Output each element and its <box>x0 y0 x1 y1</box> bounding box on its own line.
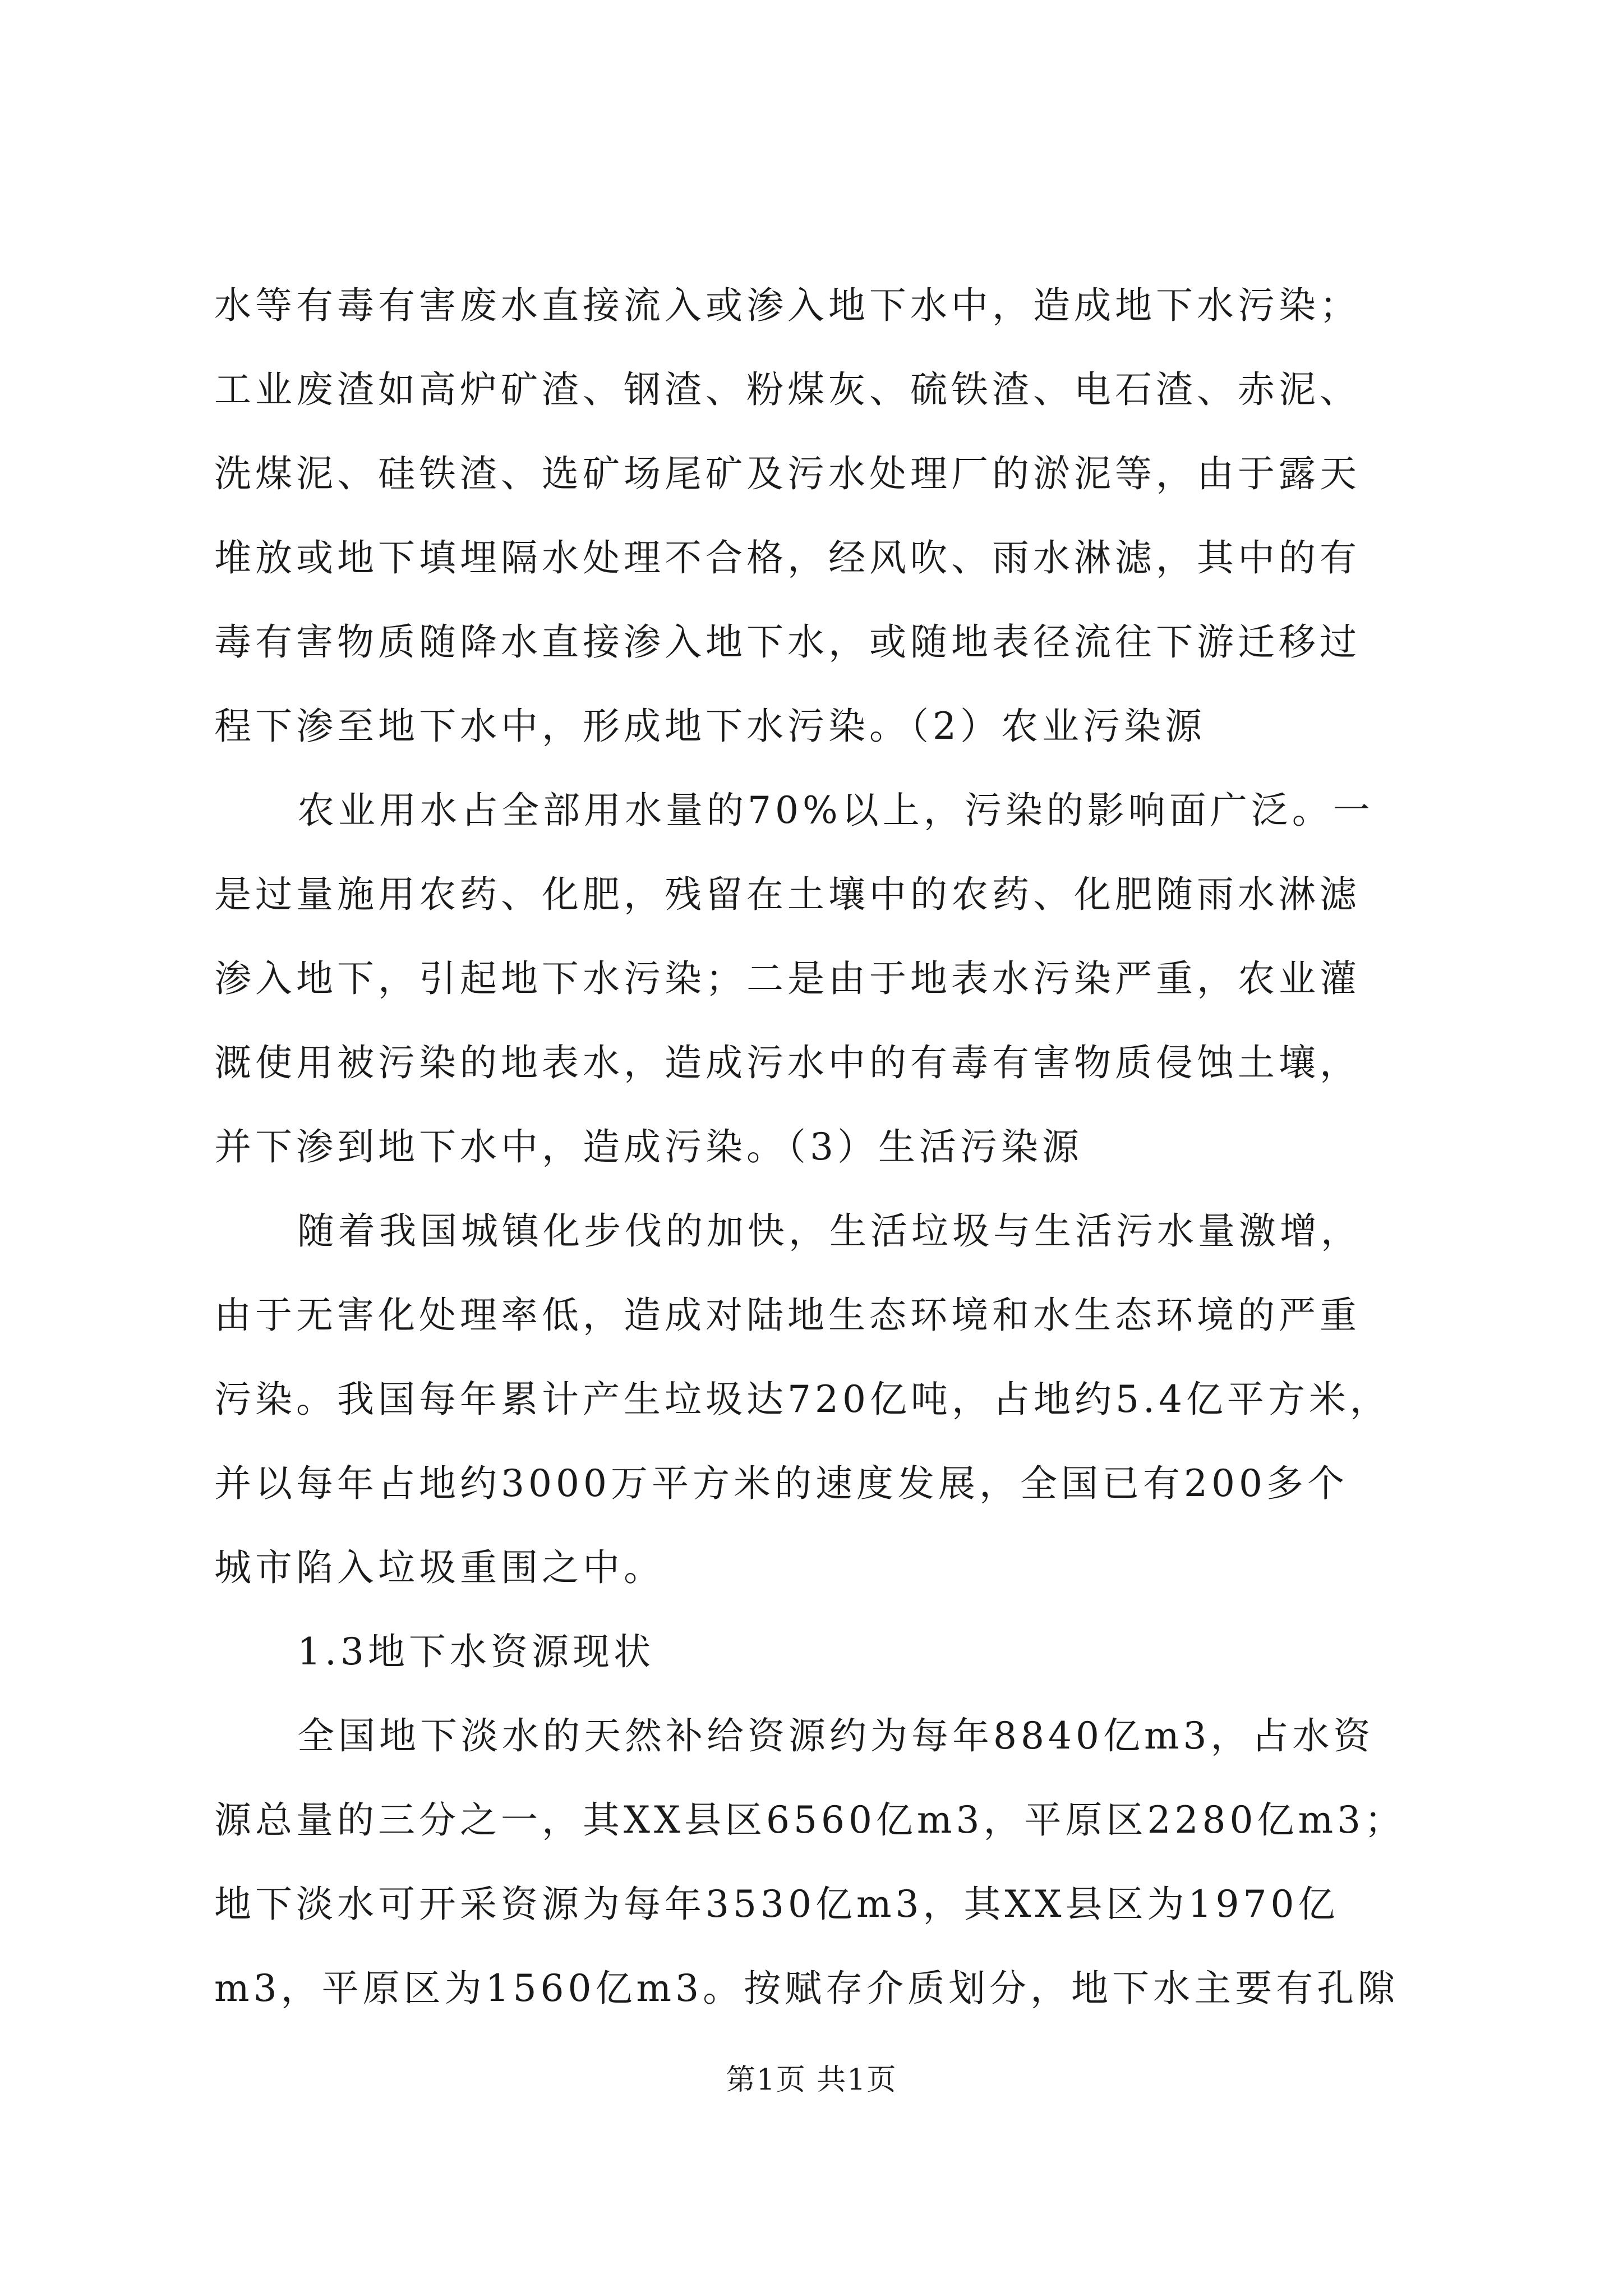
page-footer <box>0 2056 1623 2098</box>
section-heading <box>214 1610 1420 1694</box>
section-heading-text: 1.3地下水资源现状 <box>297 1630 654 1673</box>
text-line: 溉使用被污染的地表水，造成污水中的有毒有害物质侵蚀土壤， <box>214 1041 1361 1084</box>
text-line: 全国地下淡水的天然补给资源约为每年8840亿m3，占水资 <box>297 1714 1375 1757</box>
document-body <box>214 264 1420 2031</box>
paragraph-domestic-pollution <box>214 1189 1420 1610</box>
text-line: 污染。我国每年累计产生垃圾达720亿吨，占地约5.4亿平方米， <box>214 1378 1391 1421</box>
text-line: 洗煤泥、硅铁渣、选矿场尾矿及污水处理厂的淤泥等，由于露天 <box>214 452 1361 495</box>
paragraph-agricultural-pollution <box>214 769 1420 1189</box>
text-line: 是过量施用农药、化肥，残留在土壤中的农药、化肥随雨水淋滤 <box>214 873 1361 916</box>
text-line: 并以每年占地约3000万平方米的速度发展，全国已有200多个 <box>214 1462 1348 1505</box>
text-line: 程下渗至地下水中，形成地下水污染。（2）农业污染源 <box>214 705 1206 748</box>
text-line: 渗入地下，引起地下水污染；二是由于地表水污染严重，农业灌 <box>214 957 1361 1000</box>
text-line: 毒有害物质随降水直接渗入地下水，或随地表径流往下游迁移过 <box>214 620 1361 664</box>
text-line: 农业用水占全部用水量的70%以上，污染的影响面广泛。一 <box>297 789 1374 832</box>
paragraph-industrial-pollution <box>214 264 1420 769</box>
text-line: 工业废渣如高炉矿渣、钢渣、粉煤灰、硫铁渣、电石渣、赤泥、 <box>214 368 1361 411</box>
text-line: 并下渗到地下水中，造成污染。（3）生活污染源 <box>214 1125 1083 1168</box>
text-line: 堆放或地下填埋隔水处理不合格，经风吹、雨水淋滤，其中的有 <box>214 536 1361 579</box>
text-line: m3，平原区为1560亿m3。按赋存介质划分，地下水主要有孔隙 <box>214 1967 1399 2010</box>
text-line: 水等有毒有害废水直接流入或渗入地下水中，造成地下水污染； <box>214 284 1361 327</box>
text-line: 由于无害化处理率低，造成对陆地生态环境和水生态环境的严重 <box>214 1294 1361 1337</box>
text-line: 城市陷入垃圾重围之中。 <box>214 1546 665 1589</box>
text-line: 源总量的三分之一，其XX县区6560亿m3，平原区2280亿m3； <box>214 1798 1406 1842</box>
text-line: 地下淡水可开采资源为每年3530亿m3，其XX县区为1970亿 <box>214 1883 1339 1926</box>
paragraph-groundwater-resources <box>214 1694 1420 2031</box>
text-line: 随着我国城镇化步伐的加快，生活垃圾与生活污水量激增， <box>297 1209 1362 1253</box>
page-number: 第1页 共1页 <box>726 2063 897 2097</box>
